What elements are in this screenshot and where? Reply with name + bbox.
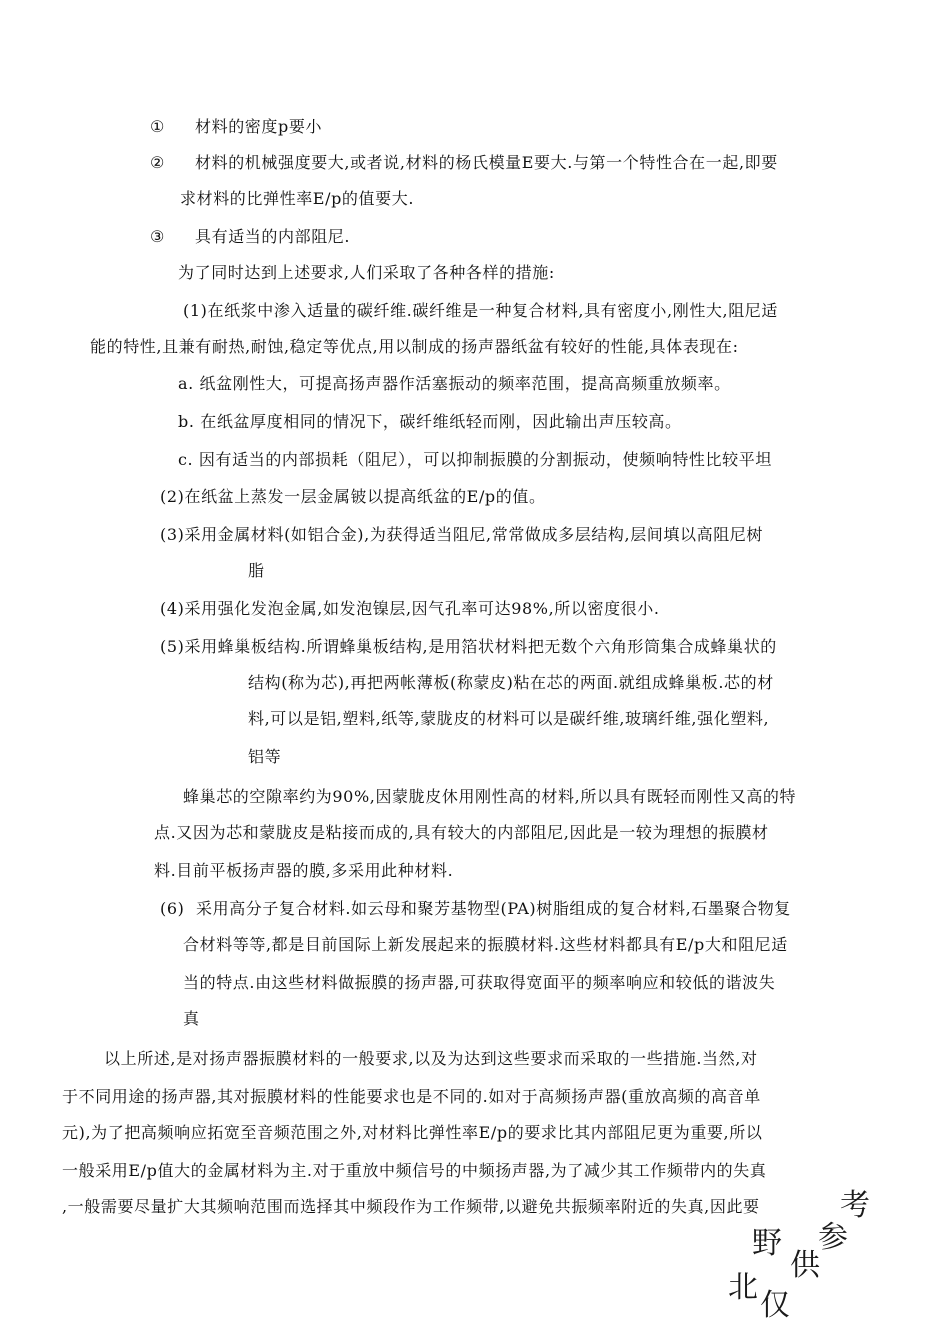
text-line: 于不同用途的扬声器,其对振膜材料的性能要求也是不同的.如对于高频扬声器(重放高频的高音单 (62, 1087, 761, 1106)
list-number: ② (150, 153, 165, 172)
list-number: ① (150, 117, 165, 136)
text-line: (4)采用强化发泡金属,如发泡镍层,因气孔率可达98%,所以密度很小. (160, 599, 660, 618)
text-line: 为了同时达到上述要求,人们采取了各种各样的措施: (178, 263, 555, 282)
text-line: 以上所述,是对扬声器振膜材料的一般要求,以及为达到这些要求而采取的一些措施.当然,对 (104, 1049, 758, 1068)
text-line: 求材料的比弹性率E/p的值要大. (180, 189, 414, 208)
text-line: ,一般需要尽量扩大其频响范围而选择其中频段作为工作频带,以避免共振频率附近的失真,因此要 (62, 1197, 760, 1216)
text-line: 蜂巢芯的空隙率约为90%,因蒙胧皮休用刚性高的材料,所以具有既轻而刚性又高的特 (183, 787, 797, 806)
text-line: 能的特性,且兼有耐热,耐蚀,稳定等优点,用以制成的扬声器纸盆有较好的性能,具体表现在: (90, 337, 739, 356)
text-line: 铝等 (248, 747, 282, 766)
text-line: (2)在纸盆上蒸发一层金属铍以提高纸盆的E/p的值。 (160, 487, 546, 506)
watermark-char: 供 (790, 1248, 820, 1283)
line-text: 采用高分子复合材料.如云母和聚芳基物型(PA)树脂组成的复合材料,石墨聚合物复 (196, 899, 791, 918)
text-line: 料.目前平板扬声器的膜,多采用此种材料. (154, 861, 454, 880)
text-line (160, 898, 791, 920)
text-line: (3)采用金属材料(如铝合金),为获得适当阻尼,常常做成多层结构,层间填以高阻尼树 (160, 525, 764, 544)
text-line: 元),为了把高频响应拓宽至音频范围之外,对材料比弹性率E/p的要求比其内部阻尼更为重要,所以 (62, 1123, 763, 1142)
watermark-char: 考 (840, 1188, 870, 1223)
watermark-char: 仅 (760, 1288, 790, 1323)
text-line: 点.又因为芯和蒙胧皮是粘接而成的,具有较大的内部阻尼,因此是一较为理想的振膜材 (154, 823, 769, 842)
watermark-char: 野 (752, 1226, 782, 1261)
text-line: 料,可以是铝,塑料,纸等,蒙胧皮的材料可以是碳纤维,玻璃纤维,强化塑料, (248, 709, 770, 728)
text-line: 合材料等等,都是目前国际上新发展起来的振膜材料.这些材料都具有E/p大和阻尼适 (183, 935, 788, 954)
line-text: 具有适当的内部阻尼. (195, 227, 351, 246)
text-line: 当的特点.由这些材料做振膜的扬声器,可获取得宽面平的频率响应和较低的谐波失 (183, 973, 776, 992)
text-line: 真 (183, 1009, 200, 1028)
text-line: (1)在纸浆中渗入适量的碳纤维.碳纤维是一种复合材料,具有密度小,刚性大,阻尼适 (183, 301, 779, 320)
list-number: (6) (160, 899, 185, 918)
text-line (150, 116, 322, 138)
line-text: 材料的密度p要小 (195, 117, 323, 136)
watermark-char: 北 (728, 1270, 758, 1305)
text-line: c. 因有适当的内部损耗（阻尼），可以抑制振膜的分割振动，使频响特性比较平坦 (178, 450, 772, 469)
text-line (150, 152, 778, 174)
text-line (150, 226, 350, 248)
line-text: 材料的机械强度要大,或者说,材料的杨氏模量E要大.与第一个特性合在一起,即要 (195, 153, 778, 172)
watermark-char: 参 (818, 1220, 848, 1255)
text-line: 脂 (248, 561, 265, 580)
text-line: (5)采用蜂巢板结构.所谓蜂巢板结构,是用箔状材料把无数个六角形筒集合成蜂巢状的 (160, 637, 777, 656)
text-line: 结构(称为芯),再把两帐薄板(称蒙皮)粘在芯的两面.就组成蜂巢板.芯的材 (248, 673, 774, 692)
list-number: ③ (150, 227, 165, 246)
text-line: b. 在纸盆厚度相同的情况下，碳纤维纸轻而刚，因此输出声压较高。 (178, 412, 682, 431)
text-line: a. 纸盆刚性大，可提高扬声器作活塞振动的频率范围，提高高频重放频率。 (178, 374, 731, 393)
text-line: 一般采用E/p值大的金属材料为主.对于重放中频信号的中频扬声器,为了减少其工作频带内的失真 (62, 1161, 767, 1180)
